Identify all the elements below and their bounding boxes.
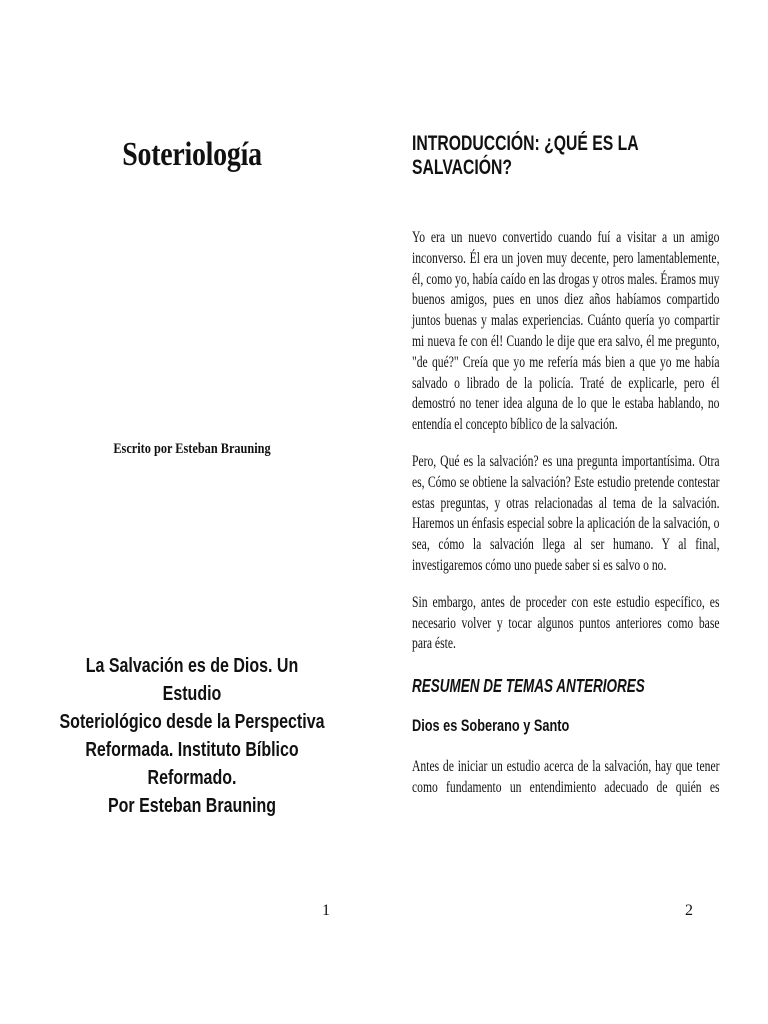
subtitle-line: Soteriológico desde la Perspectiva <box>59 711 325 733</box>
section-heading: RESUMEN DE TEMAS ANTERIORES <box>412 676 645 697</box>
paragraph: Sin embargo, antes de proceder con este estudio específico, es necesario volver y tocar algunos puntos anteriores como base para éste. <box>412 593 720 653</box>
subtitle-line: Reformada. Instituto Bíblico Reformado. <box>85 739 299 789</box>
paragraph: Yo era un nuevo convertido cuando fuí a visitar a un amigo inconverso. Él era un joven muy decente, pero lamentablemente, él, como yo, había caído en las drogas y otros males. Éramos muy buenos amigos, pues en unos diez años habíamos compartido juntos buenas y malas experiencias. Cuánto quería yo compartir mi nueva fe con él! Cuando le dije que era salvo, él me pregunto, "de qué?" Creía que yo me refería más bien a que yo me había salvado o librado de la policía. Traté de explicarle, pero él demostró no tener idea alguna de lo que le estaba hablando, no entendía el concepto bíblico de la salvación. <box>412 229 720 434</box>
paragraph: Pero, Qué es la salvación? es una pregunta importantísima. Otra es, Cómo se obtiene la salvación? Este estudio pretende contestar estas preguntas, y otras relacionadas al tema de la salvación. Haremos un énfasis especial sobre la aplicación de la salvación, o sea, cómo la salvación llega al ser humano. Y al final, investigaremos cómo uno puede saber si es salvo o no. <box>412 452 720 574</box>
author-line: Escrito por Esteban Brauning <box>113 441 271 457</box>
page-number: 1 <box>322 902 330 919</box>
subtitle-line: La Salvación es de Dios. Un Estudio <box>85 655 299 705</box>
page-number: 2 <box>685 902 693 919</box>
page-content <box>412 132 720 815</box>
subsection-heading: Dios es Soberano y Santo <box>412 716 570 736</box>
chapter-heading: INTRODUCCIÓN: ¿QUÉ ES LA SALVACIÓN? <box>412 132 639 179</box>
subtitle-block <box>56 652 328 820</box>
paragraph: Antes de iniciar un estudio acerca de la salvación, hay que tener como fundamento un entendimiento adecuado de quién es <box>412 758 720 796</box>
subtitle-line: Por Esteban Brauning <box>107 795 277 817</box>
right-page <box>384 0 768 1024</box>
book-title: Soteriología <box>122 136 262 173</box>
